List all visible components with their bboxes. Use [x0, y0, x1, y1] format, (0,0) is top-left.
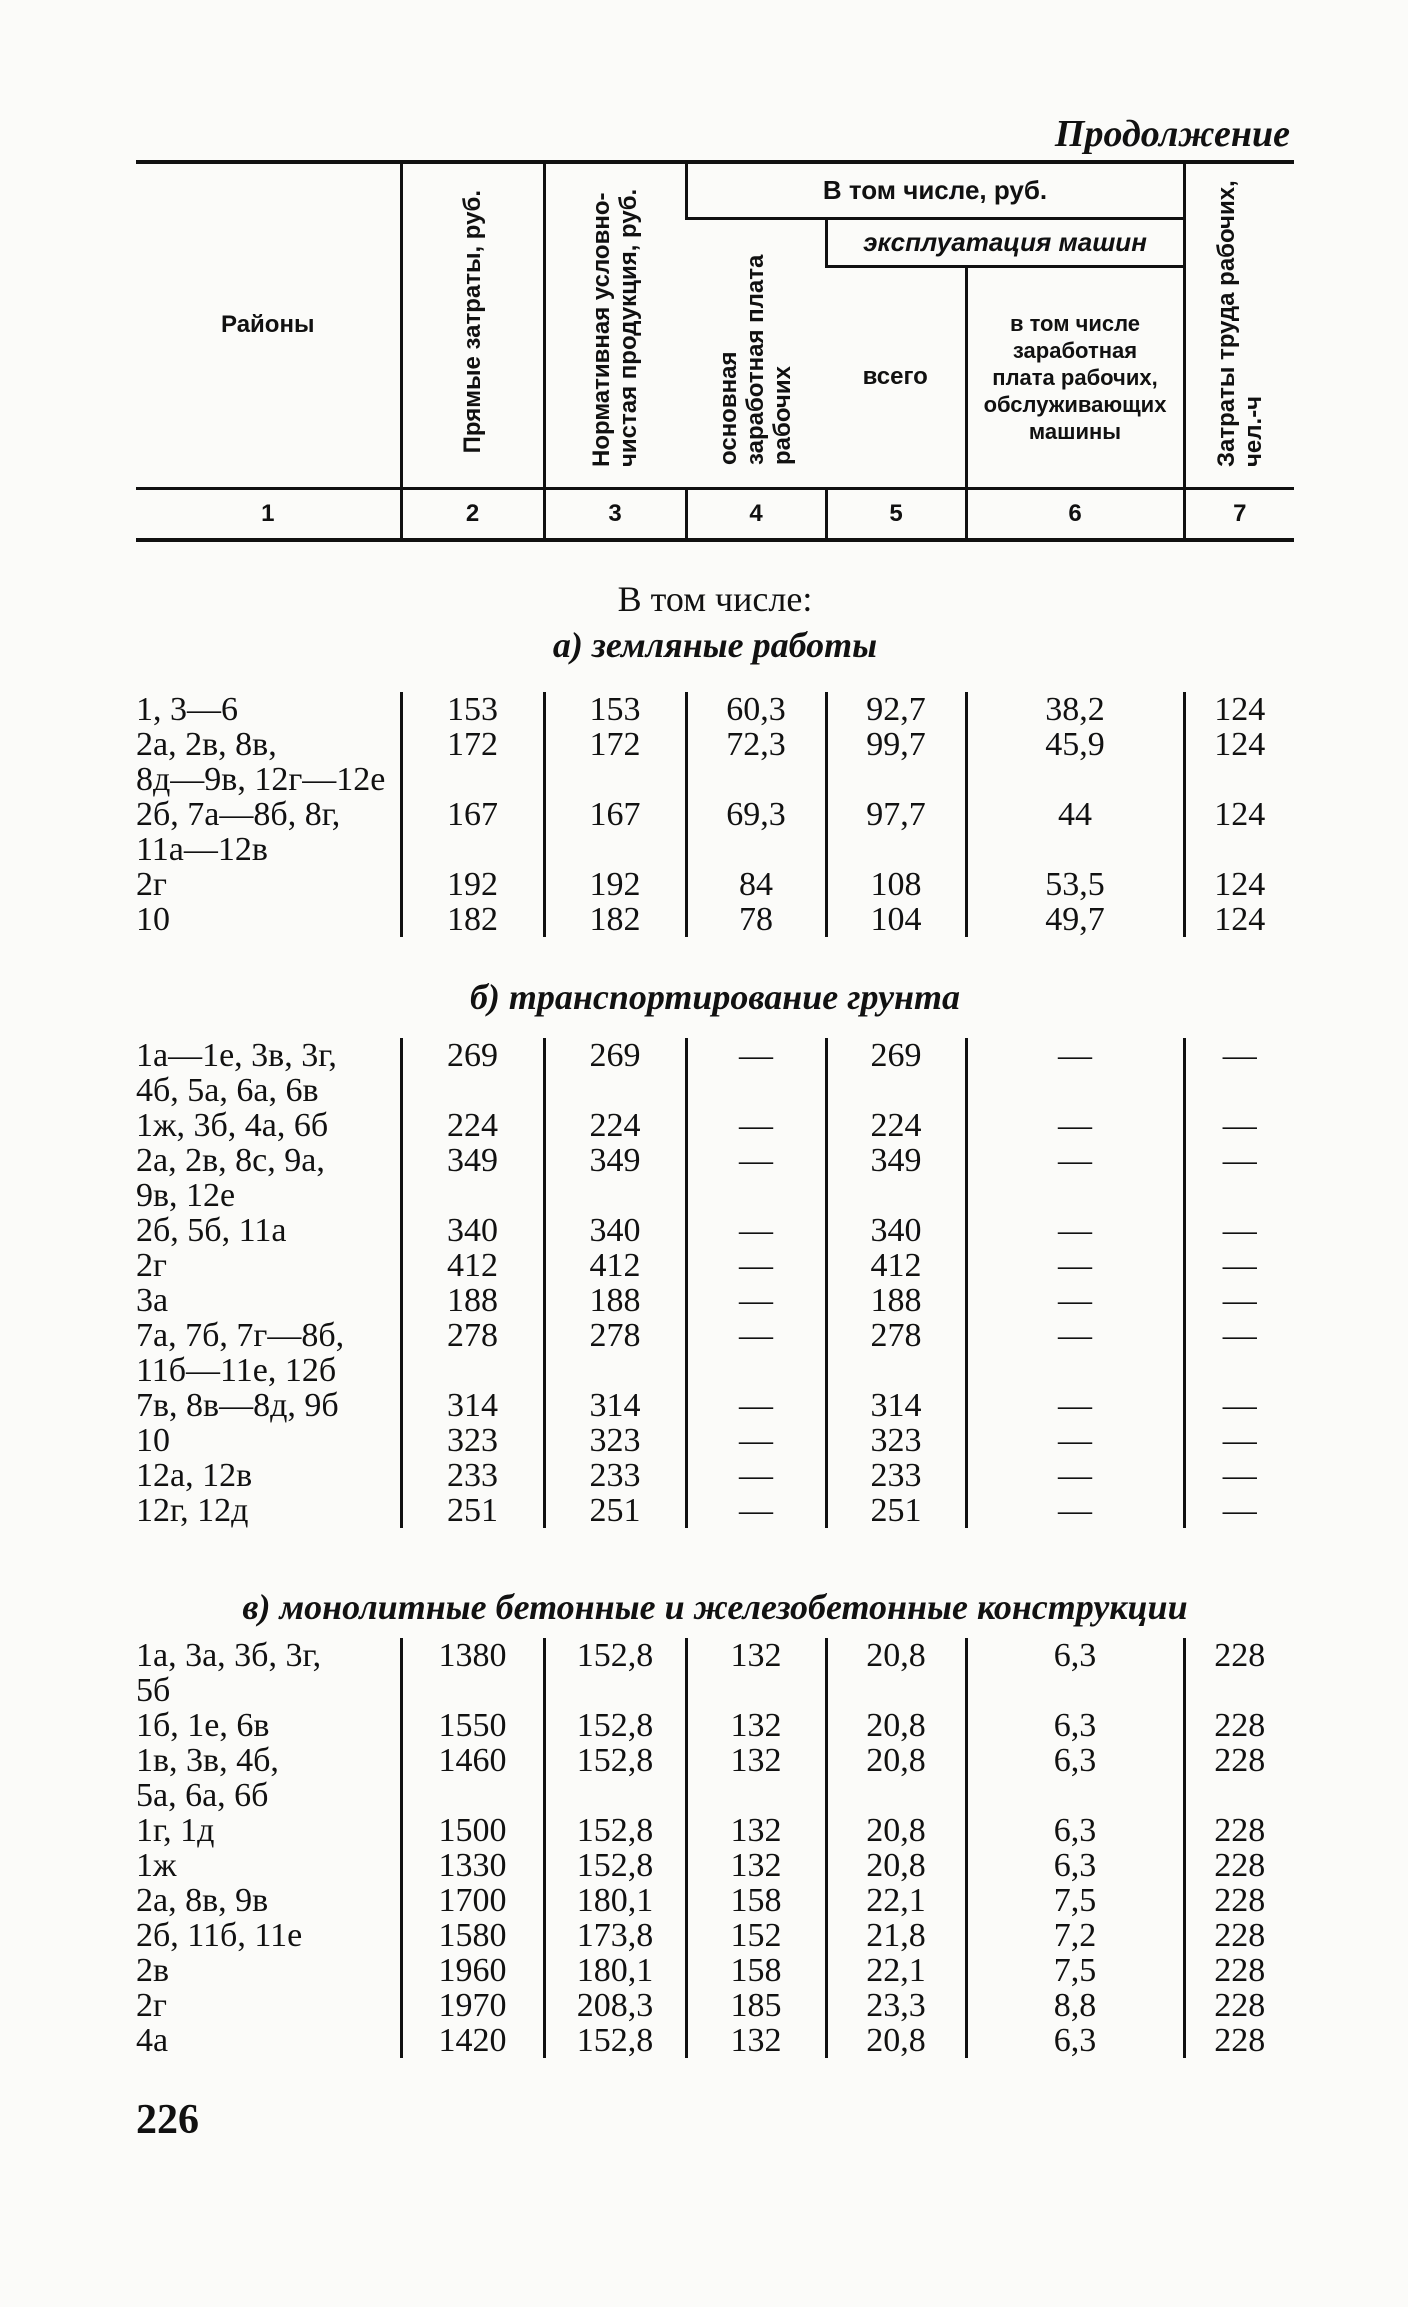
value-cell: 1700: [401, 1883, 544, 1918]
value-cell: 132: [686, 1638, 826, 1673]
value-cell: 20,8: [826, 1848, 966, 1883]
value-cell: [401, 1073, 544, 1108]
value-cell: [966, 1178, 1184, 1213]
value-cell: 99,7: [826, 727, 966, 762]
value-cell: 182: [544, 902, 686, 937]
section-title: а) земляные работы: [552, 625, 878, 665]
value-cell: [401, 1353, 544, 1388]
value-cell: [1184, 1073, 1294, 1108]
header-including-group: В том числе, руб.: [686, 162, 1184, 218]
value-cell: 224: [544, 1108, 686, 1143]
column-number: 3: [544, 488, 686, 540]
region-cell: 8д—9в, 12г—12е: [136, 761, 386, 798]
value-cell: 180,1: [544, 1883, 686, 1918]
value-cell: 38,2: [966, 692, 1184, 727]
value-cell: 44: [966, 797, 1184, 832]
value-cell: 132: [686, 1708, 826, 1743]
column-number: 1: [136, 488, 401, 540]
value-cell: [1184, 832, 1294, 867]
table-row: [136, 797, 1294, 832]
value-cell: 228: [1184, 1918, 1294, 1953]
value-cell: 108: [826, 867, 966, 902]
value-cell: 20,8: [826, 2023, 966, 2058]
value-cell: 1460: [401, 1743, 544, 1778]
region-cell: 2б, 5б, 11а: [136, 1212, 287, 1249]
value-cell: 152,8: [544, 1848, 686, 1883]
table-row: [136, 832, 1294, 867]
value-cell: 97,7: [826, 797, 966, 832]
value-cell: 323: [544, 1423, 686, 1458]
value-cell: 228: [1184, 1883, 1294, 1918]
value-cell: —: [686, 1318, 826, 1353]
value-cell: 228: [1184, 1848, 1294, 1883]
value-cell: [686, 1178, 826, 1213]
table-row: [136, 1213, 1294, 1248]
section-title: б) транспортирование грунта: [469, 977, 961, 1017]
column-number: 7: [1184, 488, 1294, 540]
value-cell: —: [686, 1388, 826, 1423]
table-row: [136, 2023, 1294, 2058]
value-cell: [686, 1353, 826, 1388]
value-cell: [544, 1353, 686, 1388]
region-cell: 2б, 7а—8б, 8г,: [136, 796, 341, 833]
value-cell: 1500: [401, 1813, 544, 1848]
region-cell: 1а, 3а, 3б, 3г,: [136, 1637, 322, 1674]
table-row: [136, 1988, 1294, 2023]
table-row: [136, 1883, 1294, 1918]
table-row: [136, 902, 1294, 937]
table-row: [136, 1918, 1294, 1953]
value-cell: —: [1184, 1493, 1294, 1528]
value-cell: 20,8: [826, 1813, 966, 1848]
value-cell: 224: [401, 1108, 544, 1143]
header-direct-costs: Прямые затраты, руб.: [401, 162, 544, 488]
value-cell: [401, 1178, 544, 1213]
region-cell: 2г: [136, 866, 167, 903]
value-cell: 124: [1184, 692, 1294, 727]
value-cell: —: [686, 1493, 826, 1528]
value-cell: —: [686, 1458, 826, 1493]
region-cell: 7в, 8в—8д, 9б: [136, 1387, 339, 1424]
value-cell: 172: [401, 727, 544, 762]
value-cell: 7,2: [966, 1918, 1184, 1953]
value-cell: 192: [544, 867, 686, 902]
value-cell: —: [1184, 1318, 1294, 1353]
value-cell: [544, 762, 686, 797]
table-row: [136, 1743, 1294, 1778]
value-cell: 185: [686, 1988, 826, 2023]
value-cell: 53,5: [966, 867, 1184, 902]
value-cell: —: [1184, 1423, 1294, 1458]
region-cell: 4б, 5а, 6а, 6в: [136, 1072, 319, 1109]
value-cell: 6,3: [966, 1708, 1184, 1743]
value-cell: 340: [401, 1213, 544, 1248]
value-cell: [544, 832, 686, 867]
value-cell: 412: [401, 1248, 544, 1283]
value-cell: —: [1184, 1248, 1294, 1283]
value-cell: 233: [401, 1458, 544, 1493]
value-cell: —: [966, 1213, 1184, 1248]
value-cell: 228: [1184, 1743, 1294, 1778]
value-cell: 6,3: [966, 1813, 1184, 1848]
table-row: [136, 1353, 1294, 1388]
region-cell: 2г: [136, 1247, 167, 1284]
value-cell: 323: [401, 1423, 544, 1458]
value-cell: 92,7: [826, 692, 966, 727]
value-cell: —: [686, 1038, 826, 1073]
value-cell: —: [686, 1248, 826, 1283]
value-cell: [401, 1673, 544, 1708]
value-cell: 188: [401, 1283, 544, 1318]
value-cell: —: [1184, 1038, 1294, 1073]
value-cell: —: [966, 1423, 1184, 1458]
region-cell: 1, 3—6: [136, 691, 238, 728]
table-row: [136, 1108, 1294, 1143]
value-cell: 49,7: [966, 902, 1184, 937]
region-cell: 11б—11е, 12б: [136, 1352, 337, 1389]
value-cell: 173,8: [544, 1918, 686, 1953]
value-cell: 124: [1184, 867, 1294, 902]
section-title: в) монолитные бетонные и железобетонные конструкции: [242, 1587, 1188, 1627]
value-cell: 349: [401, 1143, 544, 1178]
table-row: [136, 1778, 1294, 1813]
region-cell: 2б, 11б, 11е: [136, 1917, 303, 1954]
table-row: [136, 1073, 1294, 1108]
value-cell: [966, 1073, 1184, 1108]
value-cell: 228: [1184, 1988, 1294, 2023]
value-cell: —: [686, 1283, 826, 1318]
column-number: 6: [966, 488, 1184, 540]
value-cell: 192: [401, 867, 544, 902]
table-row: [136, 1143, 1294, 1178]
value-cell: 323: [826, 1423, 966, 1458]
value-cell: [826, 1353, 966, 1388]
value-cell: [686, 762, 826, 797]
table-row: [136, 727, 1294, 762]
value-cell: [686, 1073, 826, 1108]
region-cell: 11а—12в: [136, 831, 268, 868]
header-net-production: Нормативная условно-чистая продукция, руб.: [544, 162, 686, 488]
value-cell: 7,5: [966, 1953, 1184, 1988]
region-cell: 1б, 1е, 6в: [136, 1707, 270, 1744]
value-cell: 152: [686, 1918, 826, 1953]
value-cell: —: [686, 1108, 826, 1143]
region-cell: 1в, 3в, 4б,: [136, 1742, 279, 1779]
value-cell: 314: [401, 1388, 544, 1423]
region-cell: 9в, 12е: [136, 1177, 236, 1214]
column-numbers-row: [136, 488, 1294, 540]
value-cell: 158: [686, 1953, 826, 1988]
value-cell: [966, 762, 1184, 797]
value-cell: —: [966, 1143, 1184, 1178]
value-cell: 278: [544, 1318, 686, 1353]
value-cell: 1550: [401, 1708, 544, 1743]
value-cell: 188: [544, 1283, 686, 1318]
value-cell: 349: [826, 1143, 966, 1178]
value-cell: [1184, 1353, 1294, 1388]
column-number: 2: [401, 488, 544, 540]
value-cell: 251: [826, 1493, 966, 1528]
value-cell: [1184, 1778, 1294, 1813]
value-cell: —: [686, 1213, 826, 1248]
value-cell: —: [686, 1143, 826, 1178]
region-cell: 10: [136, 901, 170, 938]
value-cell: 412: [826, 1248, 966, 1283]
value-cell: —: [966, 1248, 1184, 1283]
value-cell: 8,8: [966, 1988, 1184, 2023]
value-cell: —: [1184, 1283, 1294, 1318]
value-cell: 349: [544, 1143, 686, 1178]
value-cell: 152,8: [544, 1638, 686, 1673]
value-cell: 340: [544, 1213, 686, 1248]
value-cell: 132: [686, 1743, 826, 1778]
table-row: [136, 1953, 1294, 1988]
value-cell: 1420: [401, 2023, 544, 2058]
value-cell: —: [966, 1038, 1184, 1073]
value-cell: 208,3: [544, 1988, 686, 2023]
section-table: [136, 1038, 1294, 1528]
value-cell: 124: [1184, 727, 1294, 762]
table-row: [136, 1178, 1294, 1213]
table-row: [136, 867, 1294, 902]
value-cell: 314: [826, 1388, 966, 1423]
value-cell: 7,5: [966, 1883, 1184, 1918]
table-row: [136, 1038, 1294, 1073]
value-cell: 21,8: [826, 1918, 966, 1953]
value-cell: 228: [1184, 1813, 1294, 1848]
value-cell: [686, 1778, 826, 1813]
region-cell: 4а: [136, 2022, 169, 2059]
value-cell: [826, 1778, 966, 1813]
value-cell: 104: [826, 902, 966, 937]
value-cell: [826, 1178, 966, 1213]
region-cell: 2а, 2в, 8с, 9а,: [136, 1142, 325, 1179]
region-cell: 2а, 8в, 9в: [136, 1882, 269, 1919]
value-cell: [544, 1778, 686, 1813]
value-cell: 188: [826, 1283, 966, 1318]
region-cell: 2а, 2в, 8в,: [136, 726, 277, 763]
value-cell: 172: [544, 727, 686, 762]
value-cell: 1330: [401, 1848, 544, 1883]
value-cell: —: [966, 1388, 1184, 1423]
value-cell: [401, 762, 544, 797]
header-machine-operator-wage: в том числе заработная плата рабочих, обслуживающих машины: [966, 266, 1184, 488]
value-cell: 278: [401, 1318, 544, 1353]
value-cell: —: [966, 1283, 1184, 1318]
value-cell: 269: [401, 1038, 544, 1073]
table-row: [136, 1318, 1294, 1353]
region-cell: 12г, 12д: [136, 1492, 249, 1529]
value-cell: —: [966, 1458, 1184, 1493]
value-cell: [401, 832, 544, 867]
value-cell: 167: [401, 797, 544, 832]
column-number: 4: [686, 488, 826, 540]
value-cell: 20,8: [826, 1708, 966, 1743]
value-cell: 251: [544, 1493, 686, 1528]
table-row: [136, 1493, 1294, 1528]
value-cell: —: [966, 1108, 1184, 1143]
value-cell: 22,1: [826, 1883, 966, 1918]
region-cell: 1а—1е, 3в, 3г,: [136, 1037, 337, 1074]
value-cell: 340: [826, 1213, 966, 1248]
value-cell: 72,3: [686, 727, 826, 762]
region-cell: 10: [136, 1422, 170, 1459]
region-cell: 12а, 12в: [136, 1457, 253, 1494]
table-row: [136, 1248, 1294, 1283]
value-cell: —: [686, 1423, 826, 1458]
value-cell: 84: [686, 867, 826, 902]
table-header: [136, 160, 1294, 542]
value-cell: 228: [1184, 1708, 1294, 1743]
section-table: [136, 1638, 1294, 2058]
value-cell: 269: [826, 1038, 966, 1073]
region-cell: 2в: [136, 1952, 170, 1989]
table-row: [136, 1673, 1294, 1708]
value-cell: 278: [826, 1318, 966, 1353]
value-cell: 20,8: [826, 1638, 966, 1673]
table-row: [136, 1458, 1294, 1493]
value-cell: —: [1184, 1458, 1294, 1493]
value-cell: 152,8: [544, 1743, 686, 1778]
value-cell: 6,3: [966, 1848, 1184, 1883]
table-row: [136, 1423, 1294, 1458]
value-cell: 153: [401, 692, 544, 727]
value-cell: 228: [1184, 2023, 1294, 2058]
header-machine-operation: эксплуатация машин: [826, 218, 1184, 266]
continuation-label: Продолжение: [1054, 113, 1290, 155]
value-cell: 152,8: [544, 1708, 686, 1743]
table-row: [136, 1813, 1294, 1848]
value-cell: —: [1184, 1213, 1294, 1248]
value-cell: [826, 832, 966, 867]
region-cell: 3а: [136, 1282, 169, 1319]
value-cell: 224: [826, 1108, 966, 1143]
value-cell: 153: [544, 692, 686, 727]
value-cell: [1184, 1673, 1294, 1708]
value-cell: 182: [401, 902, 544, 937]
value-cell: [1184, 762, 1294, 797]
value-cell: [826, 762, 966, 797]
header-regions: Районы: [136, 162, 401, 488]
value-cell: 167: [544, 797, 686, 832]
value-cell: [966, 1778, 1184, 1813]
value-cell: 6,3: [966, 1743, 1184, 1778]
value-cell: [544, 1673, 686, 1708]
value-cell: 23,3: [826, 1988, 966, 2023]
table-row: [136, 692, 1294, 727]
value-cell: [826, 1073, 966, 1108]
table-row: [136, 1638, 1294, 1673]
table-row: [136, 1848, 1294, 1883]
intro-text: В том числе:: [617, 579, 813, 619]
column-number: 5: [826, 488, 966, 540]
value-cell: 1960: [401, 1953, 544, 1988]
value-cell: 233: [826, 1458, 966, 1493]
value-cell: [544, 1073, 686, 1108]
value-cell: 269: [544, 1038, 686, 1073]
value-cell: —: [1184, 1143, 1294, 1178]
value-cell: 1580: [401, 1918, 544, 1953]
value-cell: 45,9: [966, 727, 1184, 762]
region-cell: 2г: [136, 1987, 167, 2024]
value-cell: 152,8: [544, 1813, 686, 1848]
header-machines-total: всего: [826, 266, 966, 488]
header-labor-costs: Затраты труда рабочих, чел.-ч: [1184, 162, 1294, 488]
value-cell: 152,8: [544, 2023, 686, 2058]
value-cell: [686, 1673, 826, 1708]
table-row: [136, 1708, 1294, 1743]
region-cell: 1ж: [136, 1847, 177, 1884]
value-cell: 124: [1184, 902, 1294, 937]
region-cell: 5б: [136, 1672, 171, 1709]
value-cell: [826, 1673, 966, 1708]
value-cell: 1380: [401, 1638, 544, 1673]
value-cell: 180,1: [544, 1953, 686, 1988]
value-cell: 124: [1184, 797, 1294, 832]
table-row: [136, 1283, 1294, 1318]
table-row: [136, 1388, 1294, 1423]
value-cell: 132: [686, 1813, 826, 1848]
value-cell: 132: [686, 2023, 826, 2058]
region-cell: 1г, 1д: [136, 1812, 215, 1849]
value-cell: 251: [401, 1493, 544, 1528]
value-cell: 69,3: [686, 797, 826, 832]
value-cell: [966, 1353, 1184, 1388]
value-cell: 412: [544, 1248, 686, 1283]
value-cell: 158: [686, 1883, 826, 1918]
value-cell: 228: [1184, 1638, 1294, 1673]
value-cell: 22,1: [826, 1953, 966, 1988]
value-cell: [1184, 1178, 1294, 1213]
value-cell: 20,8: [826, 1743, 966, 1778]
region-cell: 1ж, 3б, 4а, 6б: [136, 1107, 329, 1144]
page-number: 226: [136, 2097, 199, 2143]
value-cell: [686, 832, 826, 867]
value-cell: 60,3: [686, 692, 826, 727]
value-cell: 1970: [401, 1988, 544, 2023]
region-cell: 5а, 6а, 6б: [136, 1777, 269, 1814]
value-cell: [966, 832, 1184, 867]
value-cell: 78: [686, 902, 826, 937]
value-cell: 6,3: [966, 2023, 1184, 2058]
value-cell: 314: [544, 1388, 686, 1423]
header-base-wage: основная заработная плата рабочих: [686, 218, 826, 488]
value-cell: 228: [1184, 1953, 1294, 1988]
value-cell: 233: [544, 1458, 686, 1493]
section-table: [136, 692, 1294, 937]
value-cell: [544, 1178, 686, 1213]
table-row: [136, 762, 1294, 797]
value-cell: —: [1184, 1108, 1294, 1143]
value-cell: [966, 1673, 1184, 1708]
value-cell: 6,3: [966, 1638, 1184, 1673]
value-cell: 132: [686, 1848, 826, 1883]
value-cell: —: [966, 1493, 1184, 1528]
value-cell: —: [1184, 1388, 1294, 1423]
value-cell: [401, 1778, 544, 1813]
region-cell: 7а, 7б, 7г—8б,: [136, 1317, 345, 1354]
value-cell: —: [966, 1318, 1184, 1353]
